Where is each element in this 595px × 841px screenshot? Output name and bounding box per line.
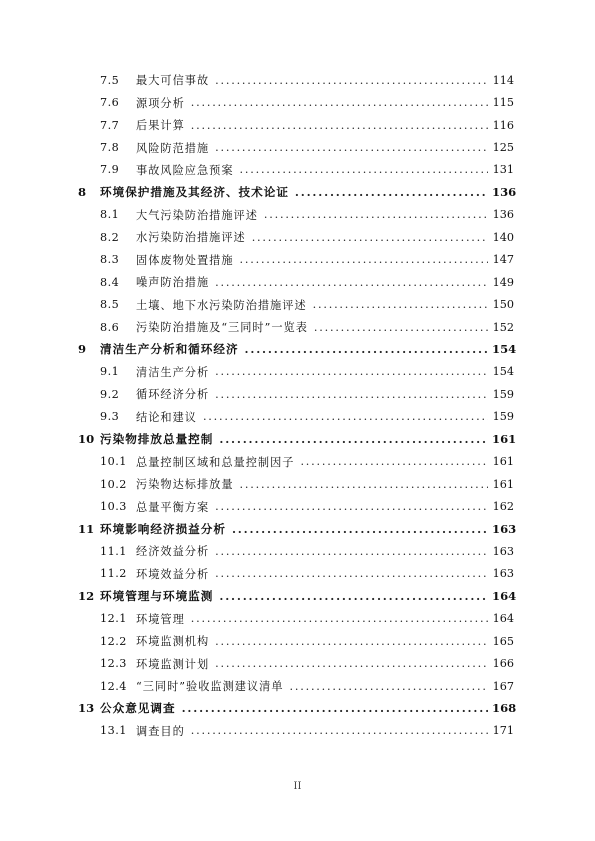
toc-entry-number: 10: [78, 432, 95, 447]
toc-section-entry[interactable]: [78, 114, 514, 136]
toc-entry-number: 9.1: [100, 365, 120, 379]
toc-entry-page: 166: [492, 657, 514, 671]
toc-entry-title: 环境管理: [136, 612, 185, 626]
toc-entry-number: 8.5: [100, 298, 120, 312]
toc-entry-number: 10.2: [100, 477, 127, 491]
toc-dot-leader: [215, 657, 488, 670]
toc-entry-page: 115: [492, 96, 514, 110]
toc-entry-page: 150: [492, 298, 514, 312]
toc-dot-leader: [215, 276, 488, 289]
toc-section-entry[interactable]: [78, 159, 514, 181]
toc-section-entry[interactable]: [78, 652, 514, 674]
toc-entry-page: 159: [492, 387, 514, 401]
toc-dot-leader: [215, 635, 488, 648]
toc-entry-page: 163: [492, 567, 514, 581]
toc-entry-page: 125: [492, 141, 514, 155]
toc-entry-number: 11.1: [100, 544, 127, 558]
toc-section-entry[interactable]: [78, 473, 514, 495]
toc-entry-title: 后果计算: [136, 119, 185, 133]
toc-dot-leader: [191, 119, 488, 132]
toc-entry-number: 12.1: [100, 612, 127, 626]
toc-dot-leader: [191, 724, 488, 737]
toc-section-entry[interactable]: [78, 293, 514, 315]
toc-section-entry[interactable]: [78, 361, 514, 383]
toc-section-entry[interactable]: [78, 450, 514, 472]
toc-entry-number: 13: [78, 701, 95, 716]
toc-entry-number: 8: [78, 185, 87, 200]
toc-entry-page: 162: [492, 500, 514, 514]
toc-dot-leader: [219, 432, 488, 446]
toc-entry-page: 136: [492, 208, 514, 222]
toc-section-entry[interactable]: [78, 563, 514, 585]
toc-entry-title: 环境保护措施及其经济、技术论证: [100, 185, 289, 200]
toc-entry-page: 165: [492, 634, 514, 648]
toc-dot-leader: [313, 298, 488, 311]
toc-entry-number: 8.1: [100, 208, 120, 222]
toc-section-entry[interactable]: [78, 204, 514, 226]
toc-entry-page: 149: [492, 275, 514, 289]
page-number: II: [293, 781, 302, 792]
toc-entry-number: 7.5: [100, 73, 120, 87]
toc-entry-page: 154: [492, 342, 517, 357]
toc-entry-title: 源项分析: [136, 96, 185, 110]
toc-section-entry[interactable]: [78, 136, 514, 158]
toc-entry-number: 12: [78, 589, 95, 604]
toc-section-entry[interactable]: [78, 316, 514, 338]
toc-entry-title: 环境监测计划: [136, 657, 210, 671]
toc-entry-title: 总量平衡方案: [136, 500, 210, 514]
toc-dot-leader: [314, 321, 488, 334]
toc-entry-number: 10.1: [100, 455, 127, 469]
toc-entry-number: 9: [78, 342, 87, 357]
toc-chapter-entry[interactable]: [78, 181, 517, 203]
toc-section-entry[interactable]: [78, 608, 514, 630]
toc-dot-leader: [232, 522, 488, 536]
table-of-contents: [78, 69, 517, 742]
toc-entry-number: 8.3: [100, 253, 120, 267]
toc-section-entry[interactable]: [78, 383, 514, 405]
toc-entry-title: 环境管理与环境监测: [100, 589, 214, 604]
toc-entry-page: 136: [492, 185, 517, 200]
toc-dot-leader: [203, 410, 488, 423]
toc-chapter-entry[interactable]: [78, 338, 517, 360]
toc-dot-leader: [215, 74, 488, 87]
toc-entry-title: 事故风险应急预案: [136, 163, 234, 177]
toc-entry-title: 污染防治措施及“三同时”一览表: [136, 321, 308, 335]
toc-entry-page: 168: [492, 701, 517, 716]
toc-dot-leader: [240, 163, 488, 176]
toc-entry-page: 161: [492, 477, 514, 491]
toc-section-entry[interactable]: [78, 495, 514, 517]
toc-dot-leader: [215, 141, 488, 154]
toc-section-entry[interactable]: [78, 91, 514, 113]
toc-entry-page: 147: [492, 253, 514, 267]
toc-entry-page: 163: [492, 521, 517, 536]
toc-entry-number: 8.6: [100, 320, 120, 334]
toc-section-entry[interactable]: [78, 271, 514, 293]
toc-entry-page: 167: [492, 679, 514, 693]
toc-entry-title: 污染物达标排放量: [136, 478, 234, 492]
toc-entry-title: 经济效益分析: [136, 545, 210, 559]
toc-chapter-entry[interactable]: [78, 428, 517, 450]
toc-entry-title: 结论和建议: [136, 410, 197, 424]
toc-entry-page: 159: [492, 410, 514, 424]
toc-entry-number: 8.2: [100, 230, 120, 244]
toc-entry-title: “三同时”验收监测建议清单: [136, 680, 284, 694]
toc-entry-number: 7.7: [100, 118, 120, 132]
toc-dot-leader: [300, 455, 488, 468]
toc-entry-number: 12.3: [100, 657, 127, 671]
toc-section-entry[interactable]: [78, 720, 514, 742]
toc-chapter-entry[interactable]: [78, 697, 517, 719]
toc-entry-number: 10.3: [100, 500, 127, 514]
toc-dot-leader: [215, 567, 488, 580]
toc-entry-title: 风险防范措施: [136, 141, 210, 155]
toc-entry-number: 8.4: [100, 275, 120, 289]
toc-entry-page: 161: [492, 455, 514, 469]
toc-entry-title: 大气污染防治措施评述: [136, 208, 258, 222]
toc-entry-number: 12.4: [100, 679, 127, 693]
toc-entry-title: 最大可信事故: [136, 74, 210, 88]
toc-entry-title: 环境效益分析: [136, 567, 210, 581]
toc-dot-leader: [245, 342, 488, 356]
toc-entry-title: 调查目的: [136, 724, 185, 738]
toc-section-entry[interactable]: [78, 675, 514, 697]
toc-entry-title: 土壤、地下水污染防治措施评述: [136, 298, 307, 312]
toc-section-entry[interactable]: [78, 406, 514, 428]
toc-entry-title: 环境监测机构: [136, 635, 210, 649]
toc-entry-number: 9.3: [100, 410, 120, 424]
toc-dot-leader: [182, 701, 488, 715]
toc-entry-page: 131: [492, 163, 514, 177]
toc-dot-leader: [240, 478, 488, 491]
toc-dot-leader: [215, 500, 488, 513]
toc-chapter-entry[interactable]: [78, 585, 517, 607]
toc-entry-number: 7.9: [100, 163, 120, 177]
toc-entry-page: 152: [492, 320, 514, 334]
toc-entry-page: 171: [492, 724, 514, 738]
toc-section-entry[interactable]: [78, 69, 514, 91]
toc-entry-number: 11.2: [100, 567, 127, 581]
toc-dot-leader: [264, 208, 488, 221]
toc-entry-title: 噪声防治措施: [136, 276, 210, 290]
toc-entry-title: 循环经济分析: [136, 388, 210, 402]
toc-entry-number: 13.1: [100, 724, 127, 738]
toc-entry-page: 164: [492, 612, 514, 626]
toc-entry-page: 116: [492, 118, 514, 132]
toc-entry-number: 12.2: [100, 634, 127, 648]
toc-chapter-entry[interactable]: [78, 518, 517, 540]
toc-entry-title: 公众意见调查: [100, 701, 176, 716]
toc-entry-title: 总量控制区域和总量控制因子: [136, 455, 295, 469]
toc-section-entry[interactable]: [78, 630, 514, 652]
toc-entry-number: 9.2: [100, 387, 120, 401]
toc-entry-title: 清洁生产分析: [136, 365, 210, 379]
toc-dot-leader: [252, 231, 488, 244]
toc-entry-page: 163: [492, 544, 514, 558]
toc-dot-leader: [215, 388, 488, 401]
toc-dot-leader: [290, 680, 488, 693]
toc-entry-title: 水污染防治措施评述: [136, 231, 246, 245]
toc-entry-page: 154: [492, 365, 514, 379]
toc-entry-title: 固体废物处置措施: [136, 253, 234, 267]
toc-entry-page: 114: [492, 73, 514, 87]
toc-dot-leader: [215, 545, 488, 558]
toc-dot-leader: [219, 589, 488, 603]
toc-entry-number: 7.8: [100, 141, 120, 155]
toc-dot-leader: [240, 253, 488, 266]
toc-entry-page: 164: [492, 589, 517, 604]
toc-dot-leader: [191, 96, 488, 109]
toc-section-entry[interactable]: [78, 226, 514, 248]
toc-section-entry[interactable]: [78, 540, 514, 562]
toc-dot-leader: [191, 612, 488, 625]
toc-entry-title: 污染物排放总量控制: [100, 432, 214, 447]
toc-dot-leader: [295, 185, 488, 199]
toc-entry-number: 7.6: [100, 96, 120, 110]
toc-entry-page: 140: [492, 230, 514, 244]
toc-entry-page: 161: [492, 432, 517, 447]
toc-dot-leader: [215, 365, 488, 378]
toc-entry-number: 11: [78, 521, 95, 536]
toc-entry-title: 清洁生产分析和循环经济: [100, 342, 239, 357]
toc-section-entry[interactable]: [78, 249, 514, 271]
toc-entry-title: 环境影响经济损益分析: [100, 521, 226, 536]
